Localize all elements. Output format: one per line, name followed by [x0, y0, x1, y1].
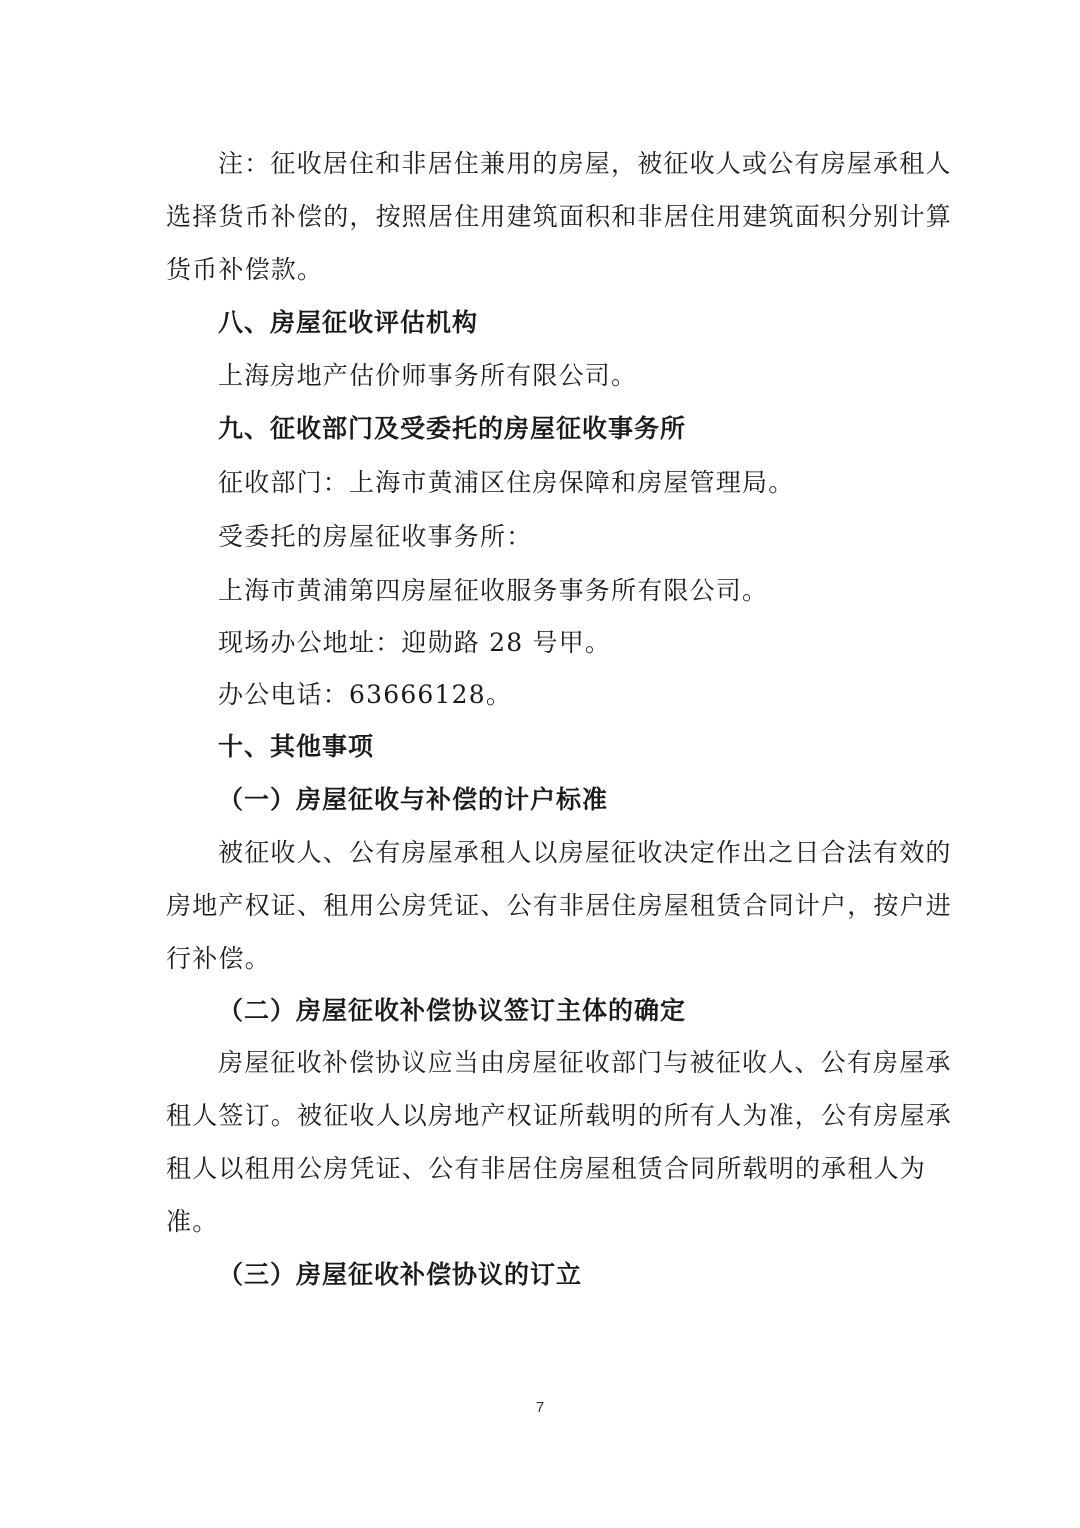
subsection-1-line-1: 被征收人、公有房屋承租人以房屋征收决定作出之日合法有效的 [218, 838, 952, 867]
subsection-1-heading: （一）房屋征收与补偿的计户标准 [218, 785, 609, 814]
section-9-heading: 九、征收部门及受委托的房屋征收事务所 [218, 414, 687, 443]
subsection-2-line-3: 租人以租用公房凭证、公有非居住房屋租赁合同所载明的承租人为 [166, 1154, 926, 1183]
note-line-3: 货币补偿款。 [166, 255, 324, 284]
section-9-phone: 办公电话：63666128。 [218, 680, 513, 709]
section-10-heading: 十、其他事项 [218, 732, 375, 761]
subsection-2-line-1: 房屋征收补偿协议应当由房屋征收部门与被征收人、公有房屋承 [218, 1048, 952, 1077]
section-8-heading: 八、房屋征收评估机构 [218, 308, 479, 337]
subsection-2-line-4: 准。 [166, 1207, 219, 1236]
subsection-1-line-2: 房地产权证、租用公房凭证、公有非居住房屋租赁合同计户，按户进 [166, 891, 953, 920]
section-9-office-name: 上海市黄浦第四房屋征收服务事务所有限公司。 [218, 576, 769, 605]
note-line-1: 注：征收居住和非居住兼用的房屋，被征收人或公有房屋承租人 [218, 149, 952, 178]
section-9-dept: 征收部门：上海市黄浦区住房保障和房屋管理局。 [218, 468, 795, 497]
subsection-3-heading: （三）房屋征收补偿协议的订立 [218, 1260, 583, 1289]
subsection-2-heading: （二）房屋征收补偿协议签订主体的确定 [218, 996, 687, 1025]
subsection-2-line-2: 租人签订。被征收人以房地产权证所载明的所有人为准，公有房屋承 [166, 1101, 953, 1130]
page-number: 7 [535, 1399, 545, 1416]
subsection-1-line-3: 行补偿。 [166, 944, 271, 973]
section-9-address: 现场办公地址：迎勋路 28 号甲。 [218, 628, 612, 657]
note-line-2: 选择货币补偿的，按照居住用建筑面积和非居住用建筑面积分别计算 [166, 202, 953, 231]
section-8-body: 上海房地产估价师事务所有限公司。 [218, 361, 638, 390]
section-9-office-label: 受委托的房屋征收事务所： [218, 522, 533, 551]
